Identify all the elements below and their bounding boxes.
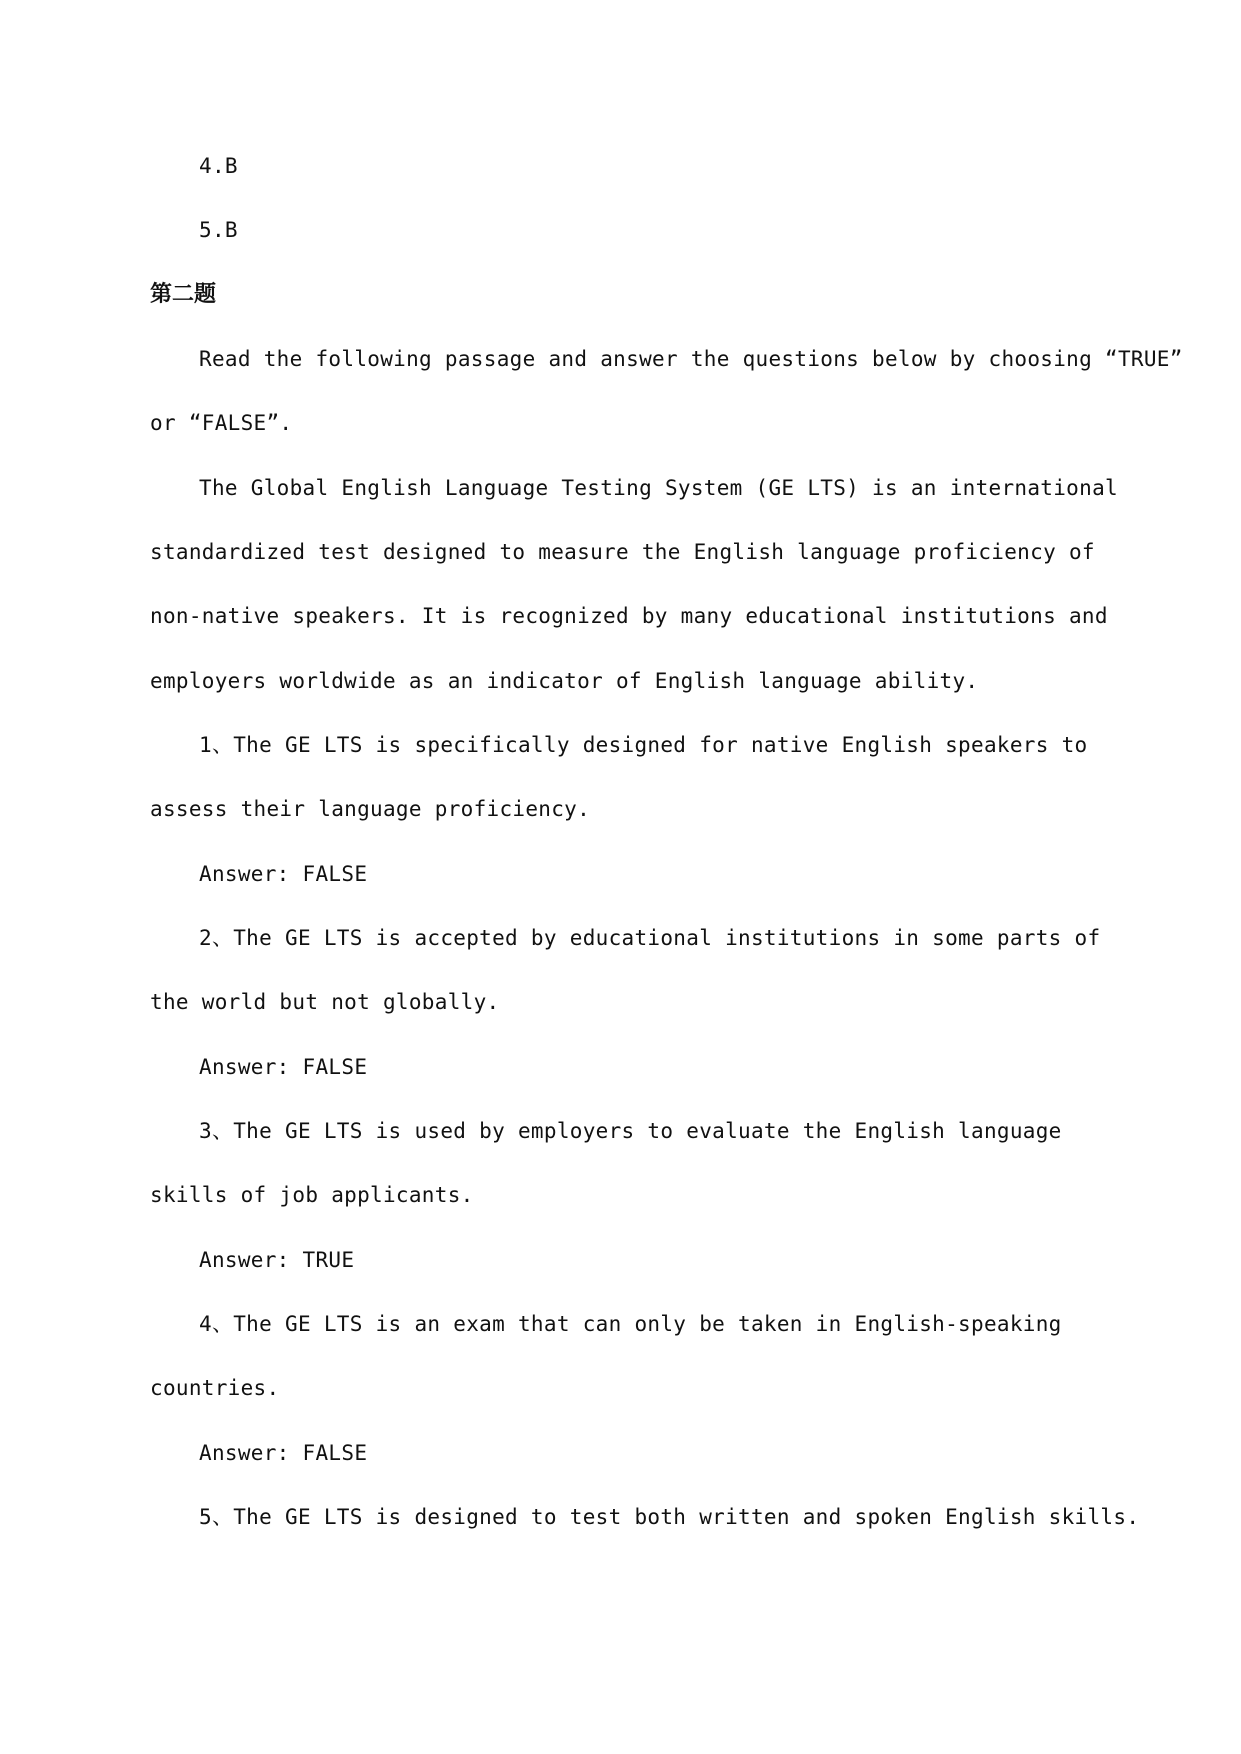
- question-3-line-1: 3、The GE LTS is used by employers to evaluate the English language: [199, 1119, 1062, 1143]
- question-4-line-2: countries.: [150, 1376, 280, 1400]
- question-4-line-1: 4、The GE LTS is an exam that can only be taken in English-speaking: [199, 1312, 1062, 1336]
- question-1-line-2: assess their language proficiency.: [150, 797, 591, 821]
- question-4-answer: Answer: FALSE: [199, 1441, 368, 1465]
- prev-answer-5: 5.B: [199, 218, 238, 242]
- passage-line-2: standardized test designed to measure the English language proficiency of: [150, 540, 1095, 564]
- instructions-line-1: Read the following passage and answer the questions below by choosing “TRUE”: [199, 347, 1183, 371]
- instructions-line-2: or “FALSE”.: [150, 411, 293, 435]
- question-3-line-2: skills of job applicants.: [150, 1183, 474, 1207]
- question-3-answer: Answer: TRUE: [199, 1248, 355, 1272]
- section-heading: 第二题: [150, 282, 217, 307]
- passage-line-4: employers worldwide as an indicator of English language ability.: [150, 669, 979, 693]
- passage-line-3: non-native speakers. It is recognized by many educational institutions and: [150, 604, 1108, 628]
- question-1-line-1: 1、The GE LTS is specifically designed for native English speakers to: [199, 733, 1088, 757]
- prev-answer-4: 4.B: [199, 154, 238, 178]
- question-5-line-1: 5、The GE LTS is designed to test both written and spoken English skills.: [199, 1505, 1140, 1529]
- question-2-line-2: the world but not globally.: [150, 990, 500, 1014]
- question-1-answer: Answer: FALSE: [199, 862, 368, 886]
- passage-line-1: The Global English Language Testing System (GE LTS) is an international: [199, 476, 1118, 500]
- question-2-answer: Answer: FALSE: [199, 1055, 368, 1079]
- question-2-line-1: 2、The GE LTS is accepted by educational institutions in some parts of: [199, 926, 1101, 950]
